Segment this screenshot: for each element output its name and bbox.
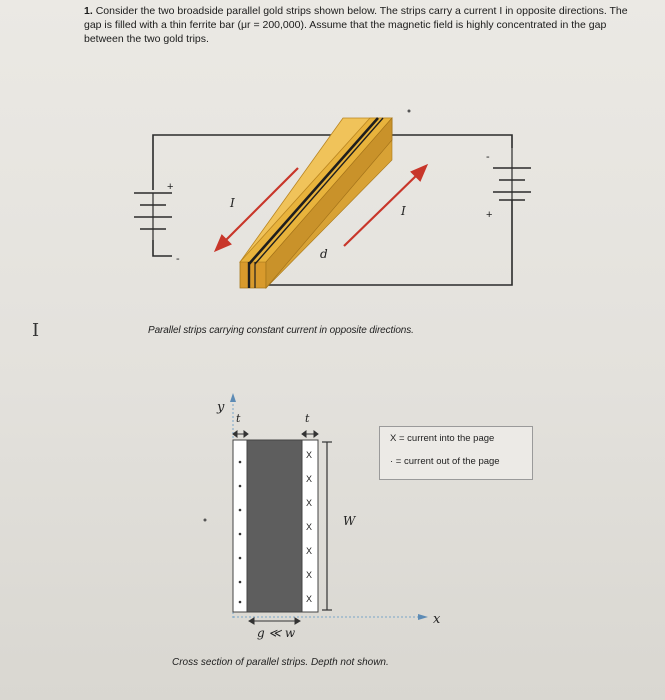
gap-label: g ≪ w: [257, 626, 296, 640]
text-cursor-icon: I: [32, 320, 40, 341]
thickness-arrows: [233, 431, 318, 437]
x-mark: X: [306, 450, 313, 460]
distance-label: d: [320, 247, 328, 261]
x-mark: X: [306, 474, 313, 484]
x-mark: X: [306, 570, 313, 580]
legend-out: · = current out of the page: [390, 456, 500, 467]
legend-box: [379, 426, 533, 480]
x-mark: X: [306, 594, 313, 604]
left-current-label: I: [230, 196, 235, 210]
thickness-label-right: t: [305, 412, 310, 425]
bottom-figure-caption: Cross section of parallel strips. Depth not shown.: [172, 657, 389, 668]
width-label: W: [343, 514, 356, 528]
problem-text: Consider the two broadside parallel gold strips shown below. The strips carry a current I in opposite directions. The gap is filled with a thin ferrite bar (μr = 200,000). Assume that the magnetic field is highly concentrated in the gap between the two gold trips.: [84, 5, 628, 45]
x-mark: X: [306, 498, 313, 508]
right-current-label: I: [401, 204, 406, 218]
x-axis: [233, 614, 428, 620]
thickness-label-left: t: [236, 412, 241, 425]
problem-number: 1.: [84, 5, 93, 17]
gap-arrow: [249, 618, 300, 624]
stray-dot: [204, 519, 207, 522]
ferrite-gap-section: [247, 440, 302, 612]
left-strip-section: [233, 440, 247, 612]
width-dimension: [322, 442, 332, 610]
y-axis-label: y: [217, 400, 225, 415]
right-plus-label: +: [486, 209, 493, 221]
right-minus-label: -: [486, 151, 490, 163]
x-axis-label: x: [433, 612, 441, 627]
left-plus-label: +: [167, 181, 174, 193]
top-figure-caption: Parallel strips carrying constant current in opposite directions.: [148, 325, 414, 336]
left-minus-label: -: [176, 253, 180, 265]
x-mark: X: [306, 546, 313, 556]
x-mark: X: [306, 522, 313, 532]
legend-into: X = current into the page: [390, 433, 495, 444]
